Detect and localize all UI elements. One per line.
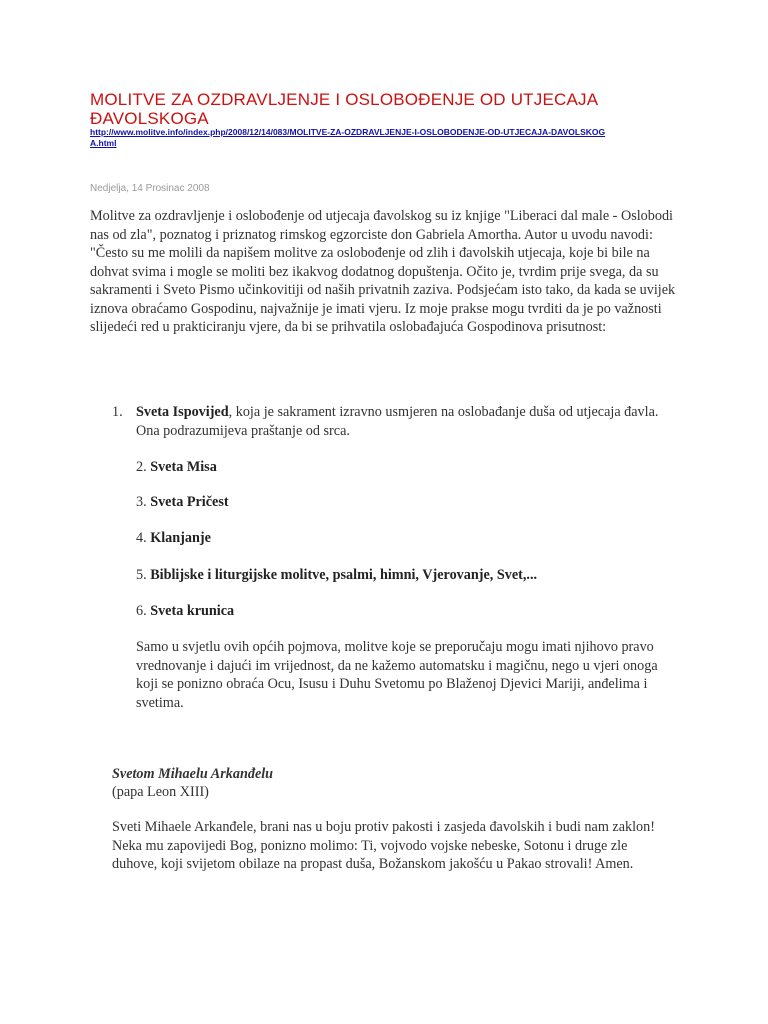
prayer-subtitle: (papa Leon XIII) bbox=[112, 784, 209, 800]
list-number: 1. bbox=[112, 404, 123, 420]
list-item-3 bbox=[136, 493, 229, 512]
list-number: 5. bbox=[136, 567, 151, 583]
post-date: Nedjelja, 14 Prosinac 2008 bbox=[90, 183, 210, 194]
list-number: 3. bbox=[136, 494, 151, 510]
source-link[interactable]: http://www.molitve.info/index.php/2008/12/14/083/MOLITVE-ZA-OZDRAVLJENJE-I-OSLOBODENJE-OD-UTJECAJA-DAVOLSKOGA.html bbox=[90, 127, 606, 148]
list-number: 2. bbox=[136, 459, 151, 475]
list-number: 4. bbox=[136, 530, 151, 546]
intro-paragraph: Molitve za ozdravljenje i oslobođenje od utjecaja đavolskog su iz knjige "Liberaci dal male - Oslobodi nas od zla", poznatog i priznatog rimskog egzorciste don Gabriela Amortha. Autor u uvodu navodi: "Često su me molili da napišem molitve za oslobođenje od zlih i đavolskih utjecaja, koje bi bile na dohvat svima i mogle se moliti bez ikakvog dodatnog dopuštenja. Očito je, tvrdim prije svega, da su sakramenti i Sveto Pismo učinkovitiji od naših privatnih zaziva. Podsjećam isto tako, da kada se uvijek iznova obraćamo Gospodinu, najvažnije je imati vjeru. Iz moje prakse mogu tvrditi da je po važnosti slijedeći red u prakticiranju vjere, da bi se prihvatila oslobađajuća Gospodinova prisutnost: bbox=[90, 208, 676, 335]
prayer-text: Sveti Mihaele Arkanđele, brani nas u boju protiv pakosti i zasjeda đavolskih i budi nam zaklon! Neka mu zapovijedi Bog, ponizno molimo: Ti, vojvodo vojske nebeske, Sotonu i druge zle duhove, koji svijetom obilaze na propast duša, Božanskom jakošću u Pakao strovali! Amen. bbox=[112, 819, 655, 872]
list-item-2 bbox=[136, 458, 217, 477]
closing-paragraph: Samo u svjetlu ovih općih pojmova, molitve koje se preporučaju mogu imati njihovo pravo vrednovanje i dajući im vrijednost, da ne kažemo automatsku i magičnu, nego u vjeri onoga koji se ponizno obraća Ocu, Isusu i Duhu Svetomu po Blaženoj Djevici Mariji, anđelima i svetima. bbox=[136, 639, 658, 711]
list-number: 6. bbox=[136, 603, 151, 619]
list-item-bold: Biblijske i liturgijske molitve, psalmi, himni, Vjerovanje, Svet,... bbox=[150, 567, 538, 583]
list-item-bold: Sveta Ispovijed bbox=[136, 404, 229, 420]
list-item-6 bbox=[136, 602, 234, 621]
list-item-bold: Klanjanje bbox=[150, 530, 211, 546]
page-title: MOLITVE ZA OZDRAVLJENJE I OSLOBOĐENJE OD UTJECAJA ĐAVOLSKOGA bbox=[90, 90, 598, 128]
list-item-bold: Sveta Misa bbox=[150, 459, 217, 475]
list-item-text: , koja je sakrament izravno usmjeren na oslobađanje duša od utjecaja đavla. Ona podrazumijeva praštanje od srca. bbox=[136, 404, 659, 439]
list-item-4 bbox=[136, 529, 211, 548]
list-item-bold: Sveta Pričest bbox=[150, 494, 229, 510]
list-item-1 bbox=[112, 403, 672, 439]
list-item-body bbox=[136, 403, 672, 441]
prayer-title: Svetom Mihaelu Arkanđelu bbox=[112, 766, 274, 782]
list-item-5 bbox=[136, 566, 537, 585]
list-item-bold: Sveta krunica bbox=[150, 603, 235, 619]
